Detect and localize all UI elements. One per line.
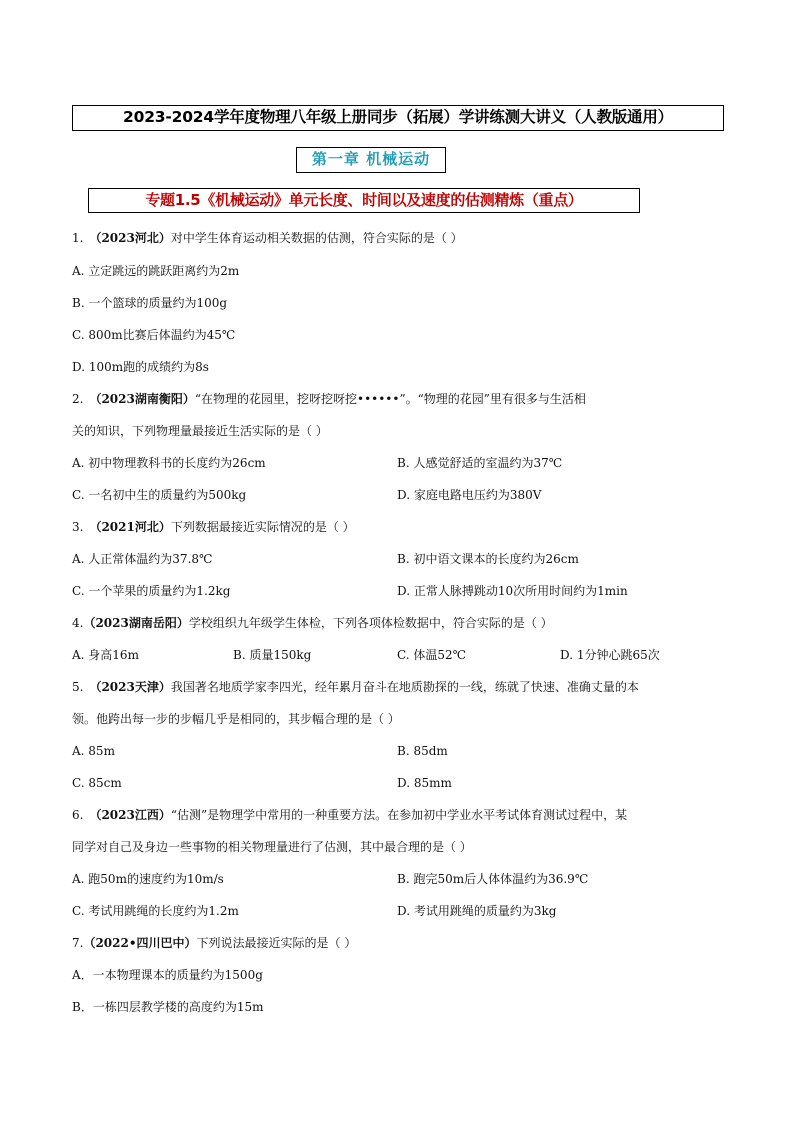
option: C. 体温52℃ — [397, 648, 467, 662]
question-number: 1. — [72, 231, 84, 245]
question-stem: “估测”是物理学中常用的一种重要方法。在参加初中学业水平考试体育测试过程中，某 — [170, 808, 628, 822]
option: D. 考试用跳绳的质量约为3kg — [397, 904, 557, 918]
question-source: （2021河北） — [89, 520, 171, 534]
option: B．一栋四层教学楼的高度约为15m — [72, 1000, 264, 1014]
option: C. 85cm — [72, 776, 122, 790]
question-source: （2023天津） — [89, 680, 171, 694]
chapter-heading: 第一章 机械运动 — [296, 147, 446, 173]
option: A．一本物理课本的质量约为1500g — [72, 968, 263, 982]
option: C. 一个苹果的质量约为1.2kg — [72, 584, 231, 598]
option: D. 1分钟心跳65次 — [560, 648, 660, 662]
question-source: （2023江西） — [89, 808, 171, 822]
question-stem: 学校组织九年级学生体检，下列各项体检数据中，符合实际的是（ ） — [188, 616, 553, 630]
question-5 — [72, 679, 639, 695]
option: A. 立定跳远的跳跃距离约为2m — [72, 264, 240, 278]
question-stem: 下列说法最接近实际的是（ ） — [196, 936, 357, 950]
option: D. 100m跑的成绩约为8s — [72, 360, 209, 374]
question-number: 3. — [72, 520, 84, 534]
option: A. 初中物理教科书的长度约为26cm — [72, 456, 266, 470]
option: B. 一个篮球的质量约为100g — [72, 296, 228, 310]
question-7 — [72, 935, 356, 951]
question-number: 2. — [72, 392, 84, 406]
option: B. 85dm — [397, 744, 448, 758]
question-number: 7. — [72, 936, 84, 950]
document-title: 2023-2024学年度物理八年级上册同步（拓展）学讲练测大讲义（人教版通用） — [72, 105, 724, 131]
question-stem-continued: 领。他跨出每一步的步幅几乎是相同的，其步幅合理的是（ ） — [72, 712, 400, 726]
option: B. 质量150kg — [233, 648, 312, 662]
question-stem: 下列数据最接近实际情况的是（ ） — [170, 520, 355, 534]
option: B. 跑完50m后人体体温约为36.9℃ — [397, 872, 589, 886]
option: D. 正常人脉搏跳动10次所用时间约为1min — [397, 584, 628, 598]
question-stem-continued: 关的知识，下列物理量最接近生活实际的是（ ） — [72, 424, 328, 438]
question-1 — [72, 230, 463, 246]
option: B. 人感觉舒适的室温约为37℃ — [397, 456, 563, 470]
option: A. 跑50m的速度约为10m/s — [72, 872, 224, 886]
option: C. 800m比赛后体温约为45℃ — [72, 328, 236, 342]
option: B. 初中语文课本的长度约为26cm — [397, 552, 579, 566]
option: C. 一名初中生的质量约为500kg — [72, 488, 247, 502]
option: C. 考试用跳绳的长度约为1.2m — [72, 904, 239, 918]
question-stem: “在物理的花园里，挖呀挖呀挖••••••”。“物理的花园”里有很多与生活相 — [194, 392, 586, 406]
question-number: 5. — [72, 680, 84, 694]
question-source: （2022•四川巴中） — [83, 936, 197, 950]
question-2 — [72, 391, 586, 407]
question-stem: 对中学生体育运动相关数据的估测，符合实际的是（ ） — [170, 231, 463, 245]
question-source: （2023河北） — [89, 231, 171, 245]
question-number: 6. — [72, 808, 84, 822]
question-4 — [72, 615, 553, 631]
option: D. 85mm — [397, 776, 452, 790]
question-source: （2023湖南岳阳） — [83, 616, 189, 630]
option: A. 人正常体温约为37.8℃ — [72, 552, 213, 566]
question-number: 4. — [72, 616, 84, 630]
question-source: （2023湖南衡阳） — [89, 392, 195, 406]
question-stem-continued: 同学对自己及身边一些事物的相关物理量进行了估测，其中最合理的是（ ） — [72, 840, 472, 854]
question-6 — [72, 807, 627, 823]
option: A. 85m — [72, 744, 115, 758]
option: D. 家庭电路电压约为380V — [397, 488, 542, 502]
question-3 — [72, 519, 355, 535]
topic-heading: 专题1.5《机械运动》单元长度、时间以及速度的估测精炼（重点） — [88, 188, 640, 213]
question-stem: 我国著名地质学家李四光，经年累月奋斗在地质勘探的一线，练就了快速、准确丈量的本 — [170, 680, 639, 694]
option: A. 身高16m — [72, 648, 139, 662]
